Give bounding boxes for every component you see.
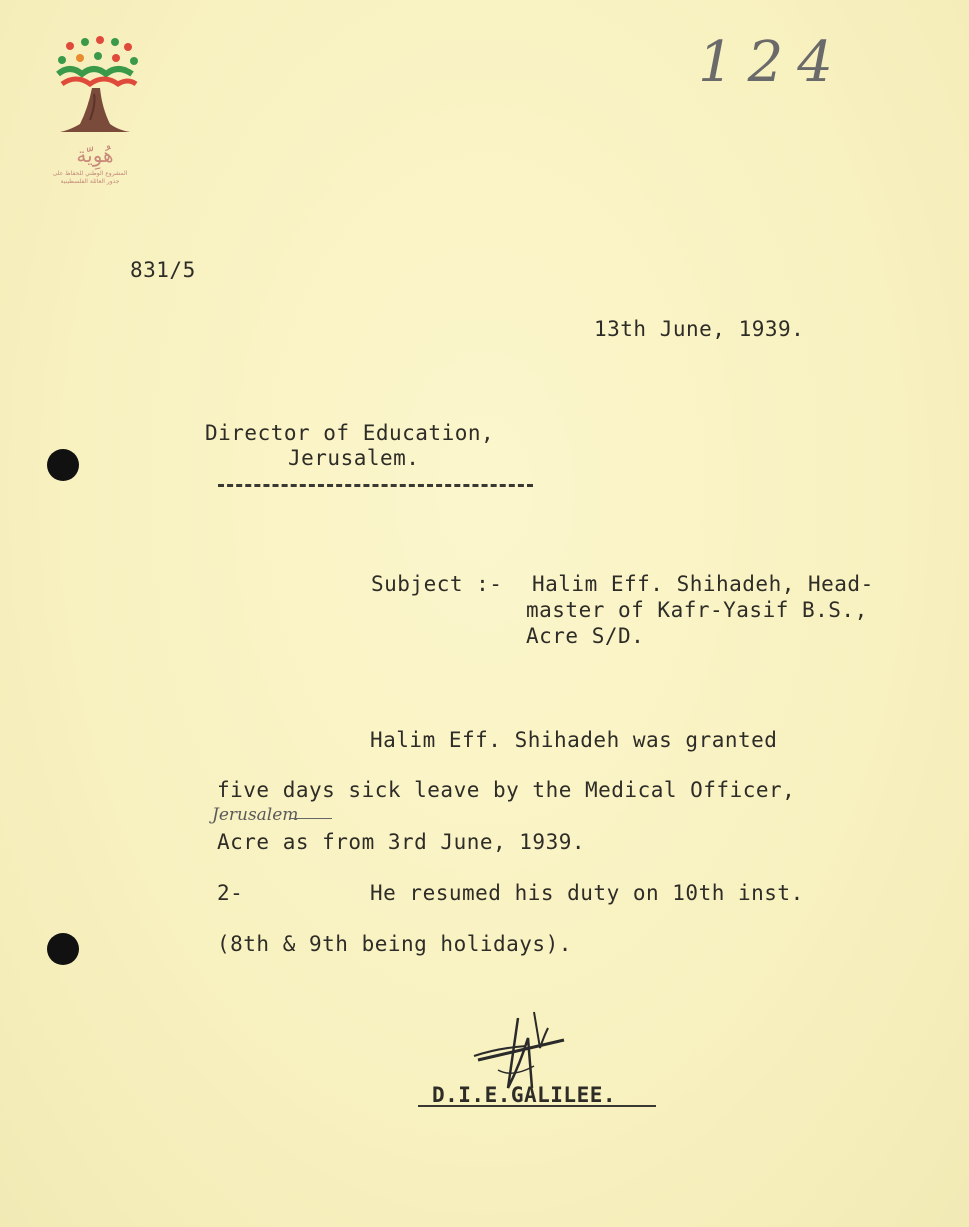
body-p1-line2: five days sick leave by the Medical Officer, <box>217 778 796 802</box>
signature-title: D.I.E.GALILEE. <box>432 1083 617 1107</box>
body-p2-line2: (8th & 9th being holidays). <box>217 932 572 956</box>
subject-line1: Halim Eff. Shihadeh, Head- <box>532 572 874 596</box>
body-p1-line3: Acre as from 3rd June, 1939. <box>217 830 586 854</box>
addressee-line1: Director of Education, <box>205 421 495 445</box>
punch-hole-bottom <box>47 933 79 965</box>
subject-line3: Acre S/D. <box>526 624 645 648</box>
strike-correction-line <box>290 818 332 819</box>
body-p2-number: 2- <box>217 881 244 905</box>
logo-caption-line2: جذور العائلة الفلسطينية <box>60 178 120 185</box>
signature-underline <box>418 1105 656 1107</box>
addressee-underline <box>218 484 533 487</box>
logo-wordmark: هُوِيّة <box>76 143 114 167</box>
addressee-line2: Jerusalem. <box>288 446 420 470</box>
reference-number: 831/5 <box>130 258 196 282</box>
logo-caption <box>30 170 150 186</box>
body-p2-line1: He resumed his duty on 10th inst. <box>370 881 804 905</box>
letter-date: 13th June, 1939. <box>594 317 805 341</box>
body-p1-line1: Halim Eff. Shihadeh was granted <box>370 728 778 752</box>
subject-line2: master of Kafr-Yasif B.S., <box>526 598 868 622</box>
logo-caption-line1: المشروع الوطني للحفاظ على <box>52 170 128 177</box>
punch-hole-top <box>47 449 79 481</box>
handwritten-correction: Jerusalem <box>212 805 299 825</box>
subject-label: Subject :- <box>371 572 503 596</box>
folio-number: 124 <box>698 30 847 95</box>
